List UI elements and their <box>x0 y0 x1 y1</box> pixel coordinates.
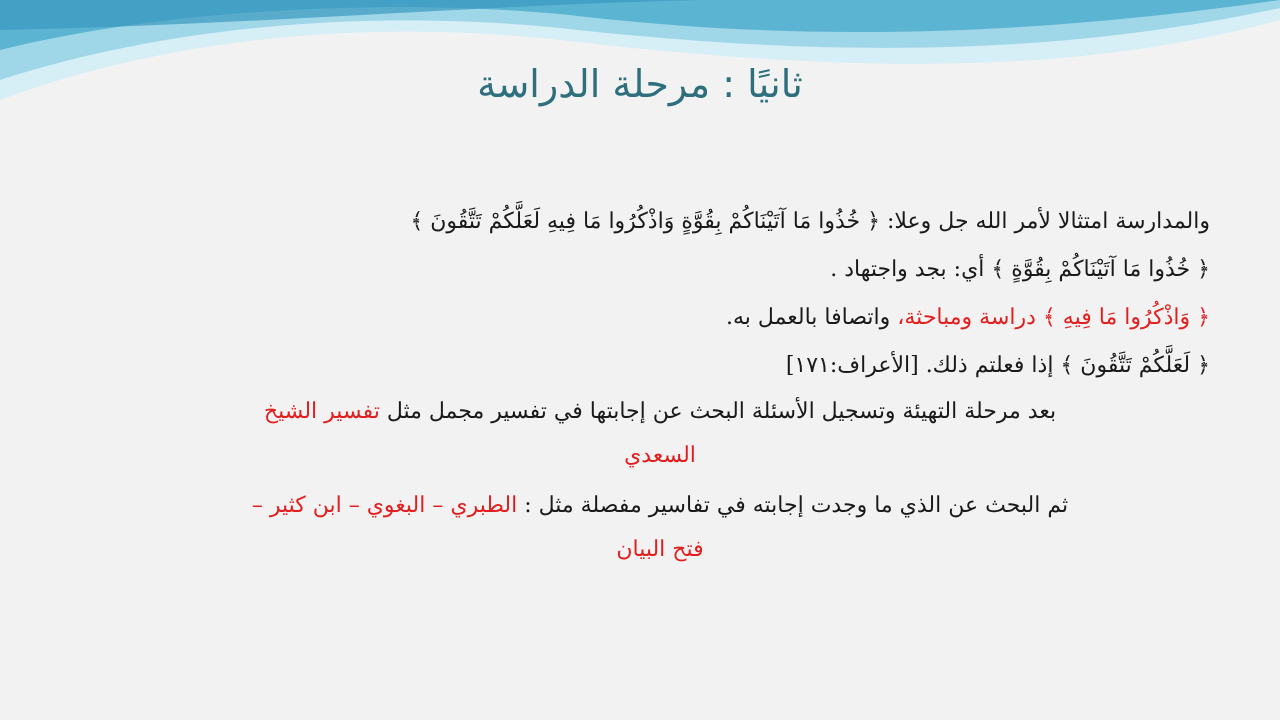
explanation-line-3 <box>110 342 1210 390</box>
paragraph-text: ثم البحث عن الذي ما وجدت إجابته في تفاسير مفصلة مثل : <box>517 493 1069 518</box>
tafsir-name: تفسير الشيخ <box>263 399 380 424</box>
highlighted-verse-fragment: ﴿ وَاذْكُرُوا مَا فِيهِ ﴾ دراسة ومباحثة، <box>897 305 1210 330</box>
slide-body <box>110 198 1210 572</box>
tafsir-list: الطبري – البغوي – ابن كثير – <box>251 493 518 518</box>
paragraph-text: بعد مرحلة التهيئة وتسجيل الأسئلة البحث عن إجابتها في تفسير مجمل مثل <box>379 399 1057 424</box>
verse-fragment: ﴿ لَعَلَّكُمْ تَتَّقُونَ ﴾ <box>1060 353 1210 378</box>
verse-fragment: ﴿ خُذُوا مَا آتَيْنَاكُمْ بِقُوَّةٍ ﴾ <box>991 257 1210 282</box>
paragraph-concise-tafsir <box>110 390 1210 478</box>
paragraph-detailed-tafsir <box>110 484 1210 572</box>
tafsir-name-cont: السعدي <box>624 443 696 468</box>
explanation-text: واتصافا بالعمل به. <box>726 305 898 330</box>
verse-intro-line: والمدارسة امتثالا لأمر الله جل وعلا: ﴿ خُذُوا مَا آتَيْنَاكُمْ بِقُوَّةٍ وَاذْكُرُوا مَا فِيهِ لَعَلَّكُمْ تَتَّقُونَ ﴾ <box>410 209 1210 234</box>
slide-title: ثانيًا : مرحلة الدراسة <box>477 62 803 106</box>
explanation-line-2 <box>110 294 1210 342</box>
tafsir-list-cont: فتح البيان <box>616 537 704 562</box>
explanation-text: أي: بجد واجتهاد . <box>830 257 992 282</box>
explanation-line-1 <box>110 246 1210 294</box>
explanation-text: إذا فعلتم ذلك. [الأعراف:١٧١] <box>785 353 1061 378</box>
